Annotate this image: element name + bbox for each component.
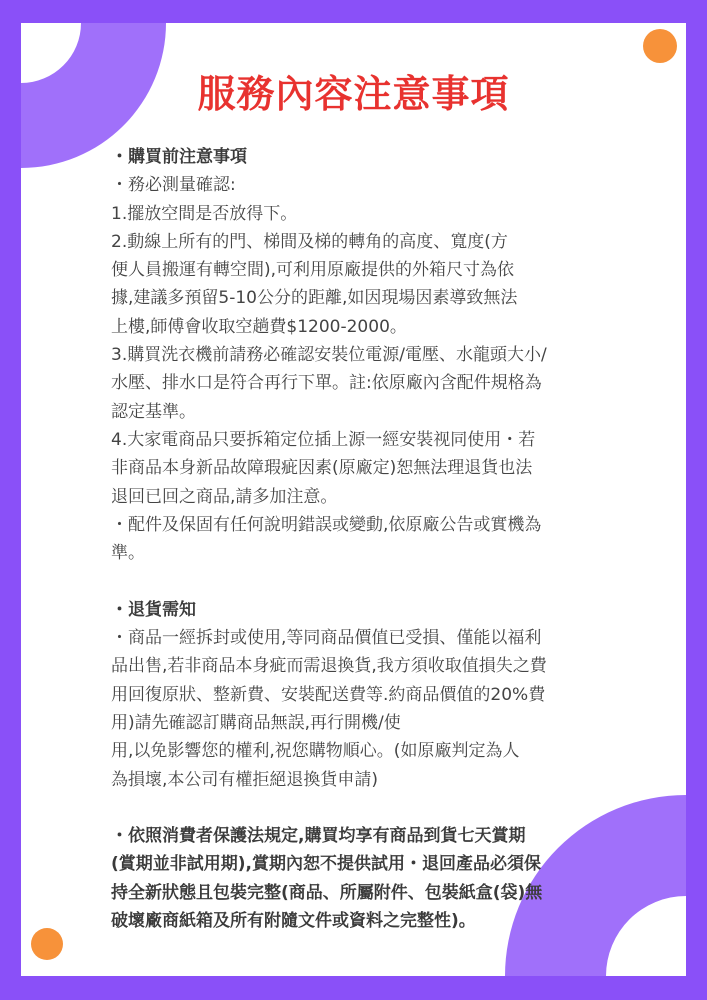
notice-line: 用,以免影響您的權利,祝您購物順心。(如原廠判定為人 [111, 741, 520, 762]
notice-line: ・商品一經拆封或使用,等同商品價值已受損、僅能以福利 [111, 628, 542, 649]
notice-sheet [21, 23, 686, 976]
notice-line: 水壓、排水口是符合再行下單。註:依原廠內含配件規格為 [111, 373, 542, 394]
notice-line: 為損壞,本公司有權拒絕退換貨申請) [111, 769, 379, 790]
decorative-dot-bottom-left [31, 928, 63, 960]
notice-line: 3.購買洗衣機前請務必確認安裝位電源/電壓、水龍頭大小/ [111, 345, 547, 366]
notice-line: 認定基準。 [111, 401, 196, 422]
notice-heading-line: ・購買前注意事項 [111, 147, 247, 167]
notice-line: 品出售,若非商品本身疵而需退換貨,我方須收取值損失之費 [111, 656, 547, 677]
notice-heading-line: ・依照消費者保護法規定,購買均享有商品到貨七天賞期 [111, 826, 526, 847]
notice-line: 據,建議多預留5-10公分的距離,如因現場因素導致無法 [111, 288, 518, 309]
notice-heading-line: 破壞廠商紙箱及所有附隨文件或資料之完整性)。 [111, 911, 476, 932]
notice-line: 退回已回之商品,請多加注意。 [111, 486, 338, 507]
notice-line: ・務必測量確認: [111, 175, 236, 196]
notice-line: 準。 [111, 543, 145, 564]
notice-line: 2.動線上所有的門、梯間及梯的轉角的高度、寬度(方 [111, 231, 508, 252]
notice-line [111, 794, 651, 822]
notice-line [111, 567, 651, 595]
notice-body [111, 143, 651, 935]
notice-line: 用回復原狀、整新費、安裝配送費等.約商品價值的20%費 [111, 684, 546, 705]
notice-heading-line: 持全新狀態且包裝完整(商品、所屬附件、包裝紙盒(袋)無 [111, 882, 543, 903]
notice-line: 用)請先確認訂購商品無誤,再行開機/使 [111, 712, 401, 733]
decorative-dot-top-right [643, 29, 677, 63]
notice-line: 1.擺放空間是否放得下。 [111, 203, 298, 224]
notice-line: ・配件及保固有任何說明錯誤或變動,依原廠公告或實機為 [111, 514, 542, 535]
notice-heading-line: ・退貨需知 [111, 599, 196, 620]
notice-line: 非商品本身新品故障瑕疵因素(原廠定)恕無法理退貨也法 [111, 458, 533, 479]
notice-line: 上樓,師傅會收取空趟費$1200-2000。 [111, 316, 407, 337]
notice-line: 便人員搬運有轉空間),可利用原廠提供的外箱尺寸為依 [111, 260, 515, 281]
page-title: 服務內容注意事項 [197, 72, 510, 116]
notice-line: 4.大家電商品只要拆箱定位插上源一經安裝视同使用・若 [111, 429, 536, 450]
notice-heading-line: (賞期並非試用期),賞期內恕不提供試用・退回產品必須保 [111, 854, 541, 875]
